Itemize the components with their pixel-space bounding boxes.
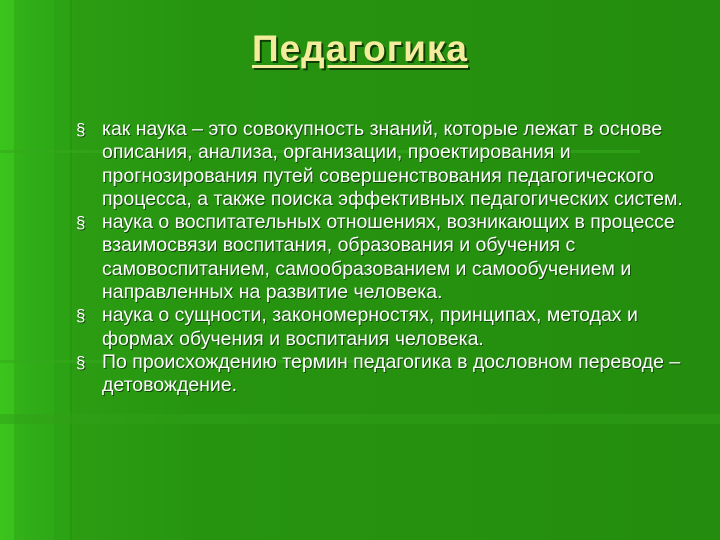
bullet-item xyxy=(76,351,706,398)
slide-title: Педагогика xyxy=(251,28,468,69)
background-stripe xyxy=(14,0,54,540)
bullet-marker-icon: § xyxy=(76,352,86,372)
bullet-item xyxy=(76,118,706,211)
background-stripe xyxy=(70,0,72,540)
bullet-marker-icon: § xyxy=(76,306,86,326)
bullet-marker-icon: § xyxy=(76,213,86,233)
background-stripe xyxy=(0,0,14,540)
bullet-item xyxy=(76,211,706,304)
bullet-item xyxy=(76,304,706,351)
bullet-marker-icon: § xyxy=(76,120,86,139)
bullet-text: наука о воспитательных отношениях, возникающих в процессе взаимосвязи воспитания, образования и обучения с самовоспитанием, самообразованием и самообучением и направленных на развитие человека. xyxy=(102,211,675,304)
bullet-list xyxy=(76,118,706,398)
bullet-text: наука о сущности, закономерностях, принципах, методах и формах обучения и воспитания человека. xyxy=(102,304,638,350)
bullet-text: как наука – это совокупность знаний, которые лежат в основе описания, анализа, организации, проектирования и прогнозирования путей совершенствования педагогического процесса, а также поиска эффективных педагогических систем. xyxy=(102,118,683,210)
bullet-text: По происхождению термин педагогика в дословном переводе – детовождение. xyxy=(102,350,681,397)
background-stripe xyxy=(0,414,720,424)
background-stripe xyxy=(54,0,70,540)
